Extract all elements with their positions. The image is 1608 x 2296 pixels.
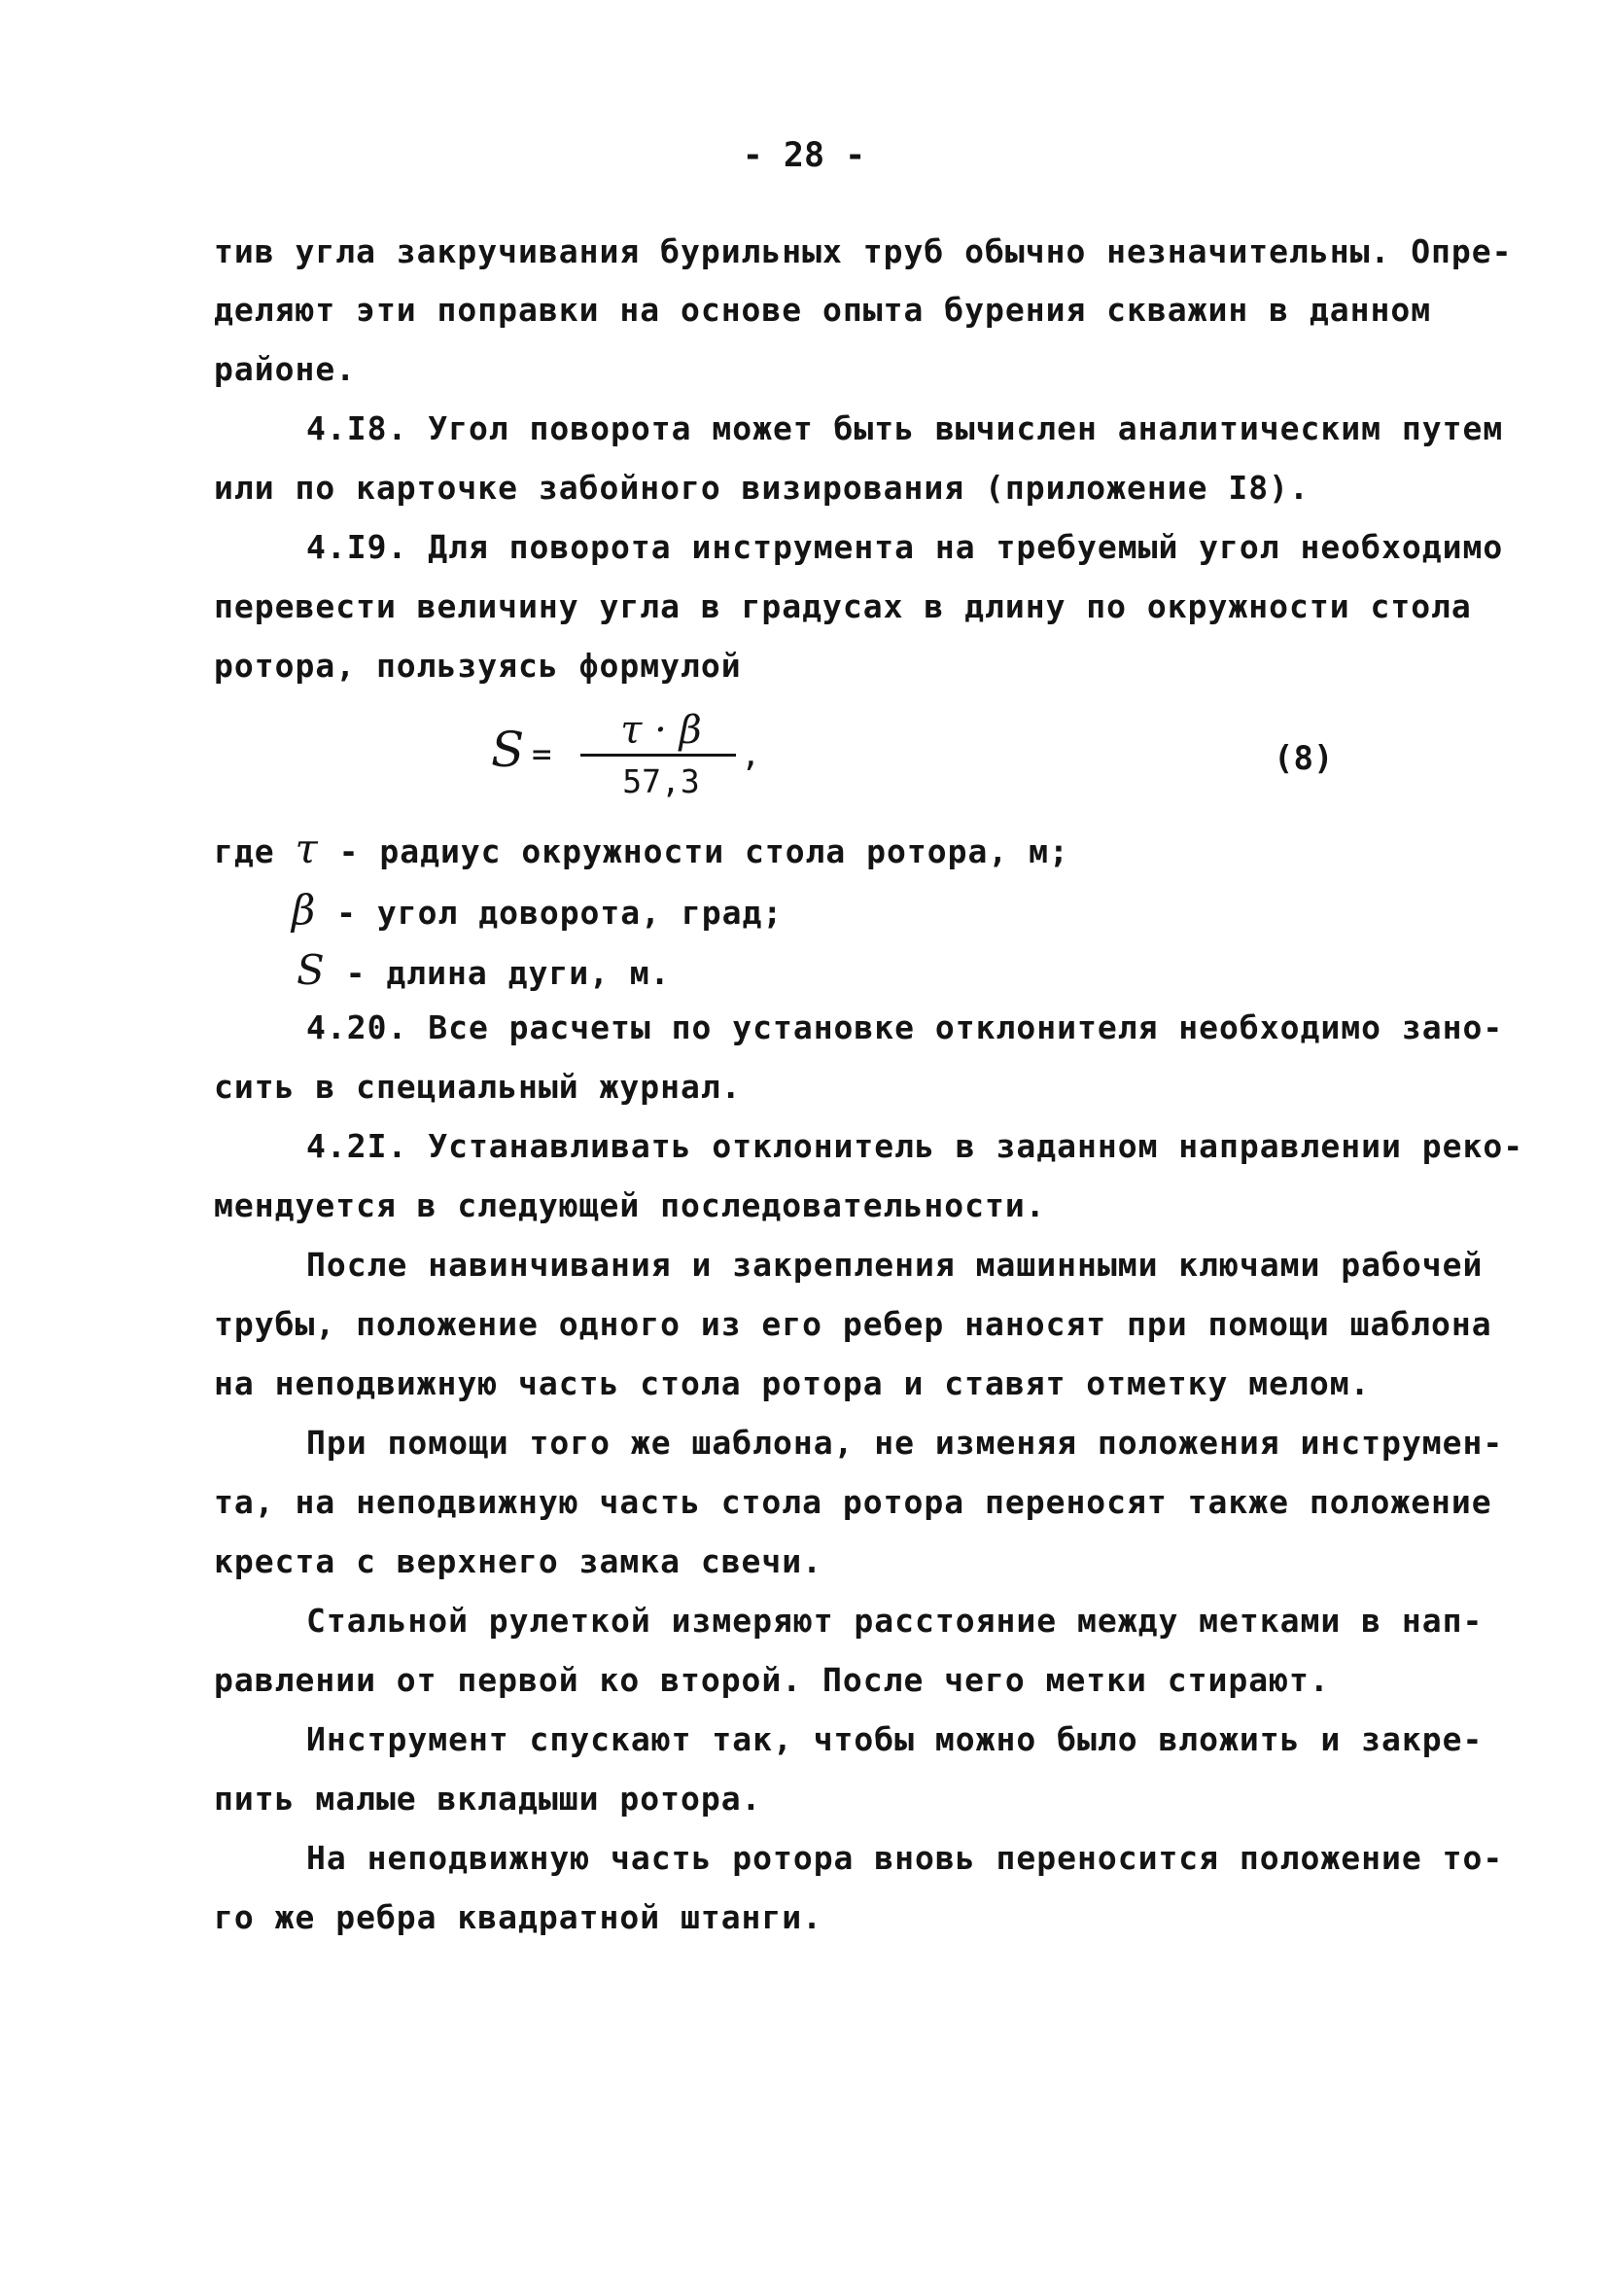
text-line: на неподвижную часть стола ротора и ставят отметку мелом. (214, 1364, 1371, 1402)
text-line: ротора, пользуясь формулой (214, 647, 742, 685)
text-line: Инструмент спускают так, чтобы можно было вложить и закре- (306, 1720, 1484, 1758)
text-line: перевести величину угла в градусах в длину по окружности стола (214, 587, 1472, 625)
text-line: При помощи того же шаблона, не изменяя положения инструмен- (306, 1424, 1504, 1462)
formula-equals: = (532, 735, 552, 774)
text-line: трубы, положение одного из его ребер наносят при помощи шаблона (214, 1305, 1492, 1343)
formula-8 (491, 708, 763, 810)
paragraph-4-19-line: 4.I9. Для поворота инструмента на требуемый угол необходимо (306, 528, 1504, 566)
paragraph-4-21-line: 4.2I. Устанавливать отклонитель в заданном направлении реко- (306, 1127, 1524, 1165)
paragraph-4-20-line: 4.20. Все расчеты по установке отклонителя необходимо зано- (306, 1008, 1504, 1046)
text-line: На неподвижную часть ротора вновь переносится положение то- (306, 1839, 1504, 1877)
text-line: креста с верхнего замка свечи. (214, 1542, 823, 1580)
formula-lhs: S (491, 722, 525, 778)
text-line: тив угла закручивания бурильных труб обычно незначительны. Опре- (214, 232, 1513, 270)
text-line: После навинчивания и закрепления машинными ключами рабочей (306, 1246, 1484, 1284)
text-line: мендуется в следующей последовательности. (214, 1186, 1046, 1224)
symbol-s: S (297, 946, 326, 994)
text-line: сить в специальный журнал. (214, 1068, 742, 1106)
text-line: деляют эти поправки на основе опыта бурения скважин в данном (214, 291, 1432, 329)
formula-comma: , (741, 735, 761, 774)
text-line: равлении от первой ко второй. После чего метки стирают. (214, 1661, 1330, 1699)
text-line: пить малые вкладыши ротора. (214, 1780, 762, 1818)
formula-denominator: 57,3 (622, 762, 700, 800)
definition-angle: β - угол доворота, град; (292, 886, 784, 934)
definition-radius: где 𝜏 - радиус окружности стола ротора, м; (214, 825, 1069, 872)
formula-numerator: 𝜏 · β (620, 708, 702, 753)
text-line: Стальной рулеткой измеряют расстояние между метками в нап- (306, 1602, 1484, 1640)
text-line: та, на неподвижную часть стола ротора переносят также положение (214, 1483, 1492, 1521)
fraction-bar (580, 754, 736, 757)
text-line: или по карточке забойного визирования (приложение I8). (214, 469, 1310, 507)
symbol-tau: 𝜏 (295, 825, 319, 872)
paragraph-4-18-line: 4.I8. Угол поворота может быть вычислен аналитическим путем (306, 409, 1504, 447)
equation-number: (8) (1274, 739, 1334, 778)
text-line: районе. (214, 350, 357, 388)
definition-arc: S - длина дуги, м. (297, 946, 671, 994)
page-number: - 28 - (742, 136, 866, 175)
text-line: го же ребра квадратной штанги. (214, 1898, 823, 1936)
symbol-beta: β (292, 886, 317, 934)
